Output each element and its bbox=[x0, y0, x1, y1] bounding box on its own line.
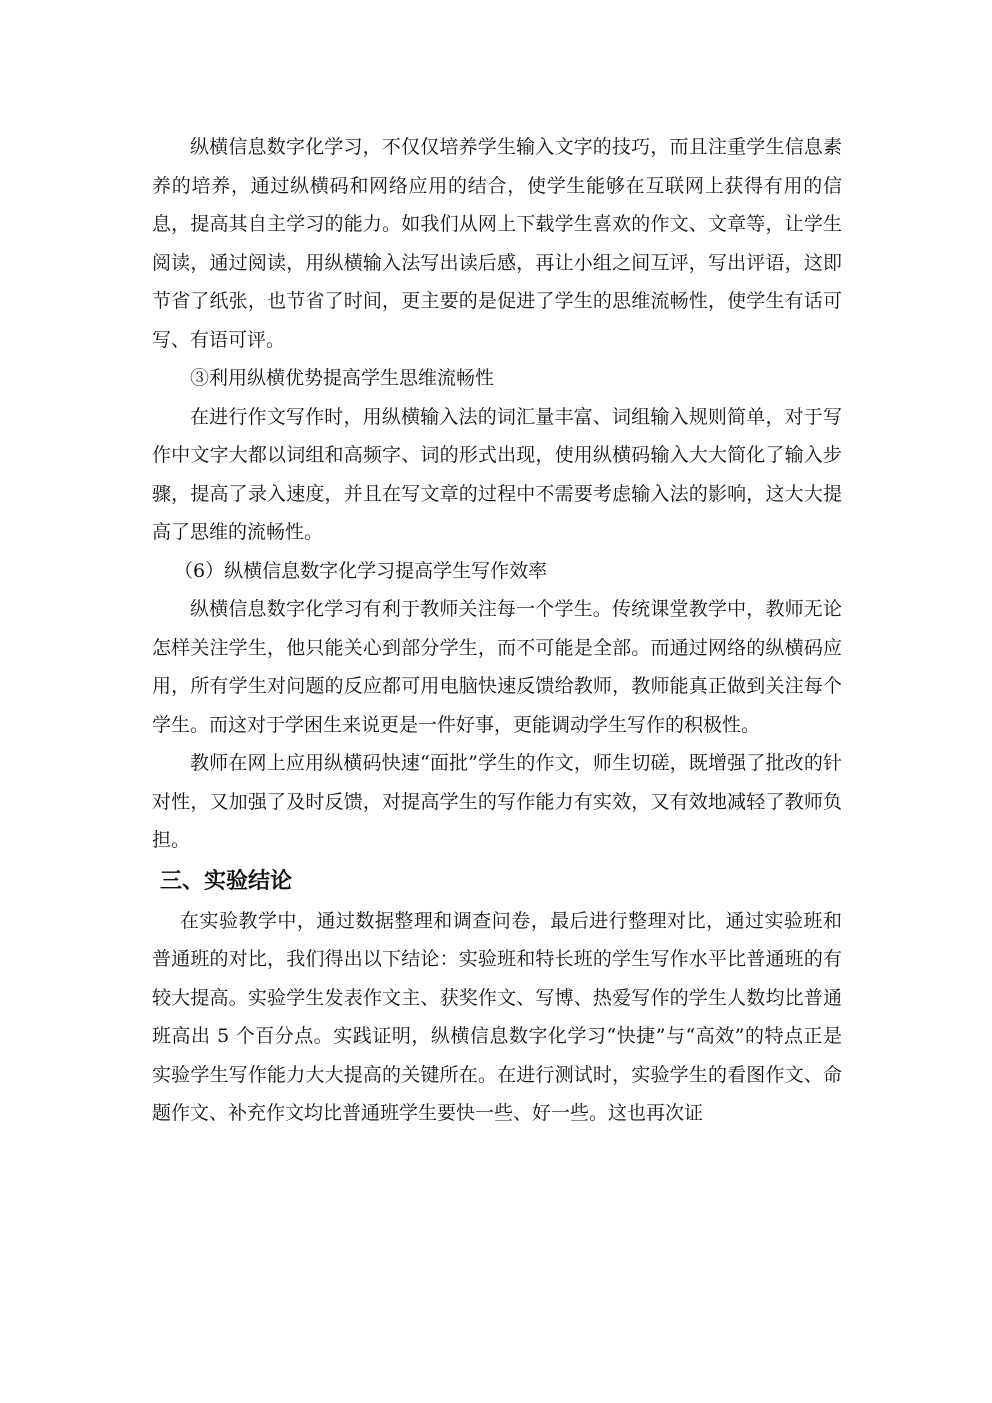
paragraph-conclusion: 在实验教学中，通过数据整理和调查问卷，最后进行整理对比，通过实验班和普通班的对比，我们得出以下结论：实验班和特长班的学生写作水平比普通班的有较大提高。实验学生发表作文主、获奖作文、写博、热爱写作的学生人数均比普通班高出 5 个百分点。实践证明，纵横信息数字化学习“快捷”与“高效”的特点正是实验学生写作能力大大提高的关键所在。在进行测试时，实验学生的看图作文、命题作文、补充作文均比普通班学生要快一些、好一些。这也再次证 bbox=[152, 909, 842, 1124]
subheading-writing-efficiency: （6）纵横信息数字化学习提高学生写作效率 bbox=[174, 559, 548, 582]
paragraph-face-review: 教师在网上应用纵横码快速“面批”学生的作文，师生切磋，既增强了批改的针对性，又加强了及时反馈，对提高学生的写作能力有实效，又有效地减轻了教师负担。 bbox=[152, 752, 842, 851]
paragraph-teacher-attention: 纵横信息数字化学习有利于教师关注每一个学生。传统课堂教学中，教师无论怎样关注学生，他只能关心到部分学生，而不可能是全部。而通过网络的纵横码应用，所有学生对问题的反应都可用电脑快速反馈给教师，教师能真正做到关注每个学生。而这对于学困生来说更是一件好事，更能调动学生写作的积极性。 bbox=[152, 598, 842, 736]
paragraph-info-literacy: 纵横信息数字化学习，不仅仅培养学生输入文字的技巧，而且注重学生信息素养的培养，通过纵横码和网络应用的结合，使学生能够在互联网上获得有用的信息，提高其自主学习的能力。如我们从网上下载学生喜欢的作文、文章等，让学生阅读，通过阅读，用纵横输入法写出读后感，再让小组之间互评，写出评语，这即节省了纸张，也节省了时间，更主要的是促进了学生的思维流畅性，使学生有话可写、有语可评。 bbox=[152, 136, 842, 351]
paragraph-writing-input: 在进行作文写作时，用纵横输入法的词汇量丰富、词组输入规则简单，对于写作中文字大都以词组和高频字、词的形式出现，使用纵横码输入大大简化了输入步骤，提高了录入速度，并且在写文章的过程中不需要考虑输入法的影响，这大大提高了思维的流畅性。 bbox=[152, 405, 842, 543]
document-body bbox=[152, 128, 842, 1133]
subheading-thinking-fluency: ③利用纵横优势提高学生思维流畅性 bbox=[190, 367, 495, 389]
section-heading-conclusion: 三、实验结论 bbox=[160, 868, 293, 894]
